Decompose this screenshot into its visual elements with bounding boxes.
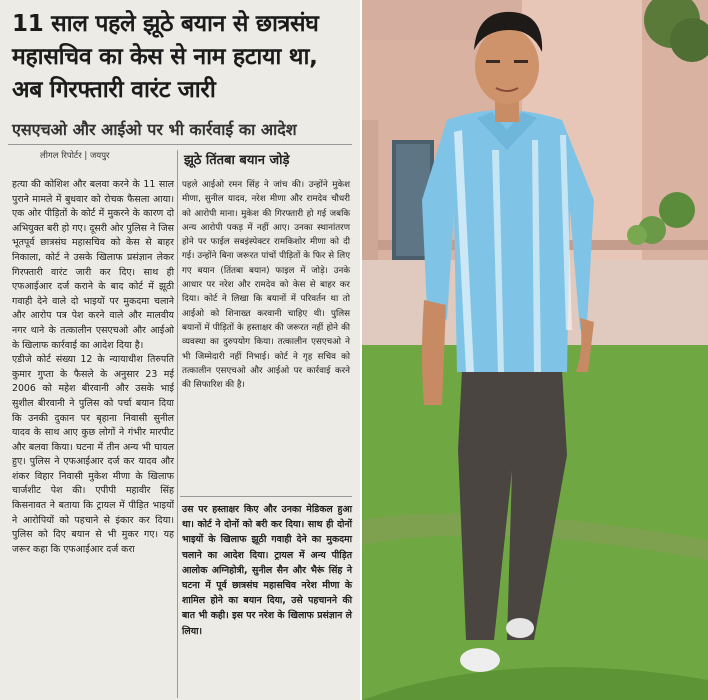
photo-illustration: [362, 0, 708, 700]
column-2-bottom-text: उस पर हस्ताक्षर किए और उनका मेडिकल हुआ था। कोर्ट ने दोनों को बरी कर दिया। साथ ही दोनों भाइयों के खिलाफ झूठी गवाही देने का मुकदमा चलाने का आदेश दिया। ट्रायल में अन्य पीड़ित आलोक अग्निहोत्री, सुनील सैन और भैरूं सिंह ने घटना में पूर्व छात्रसंघ महासचिव नरेश मीणा के शामिल होने का बयान दिया, उसे पहचानने की बात भी कही। इस पर नरेश के खिलाफ प्रसंज्ञान ले लिया।: [182, 504, 352, 637]
divider: [180, 496, 352, 497]
headline: 11 साल पहले झूठे बयान से छात्रसंघ महासचिव का केस से नाम हटाया था, अब गिरफ्तारी वारंट जारी: [12, 11, 319, 103]
byline: लीगल रिपोर्टर | जयपुर: [40, 151, 110, 161]
column-2-top-text: पहले आईओ रमन सिंह ने जांच की। उन्होंने मुकेश मीणा, सुनील यादव, नरेश मीणा और रामदेव चौधरी को आरोपी माना। मुकेश की गिरफ्तारी हो गई जबकि अन्य आरोपी पकड़ में नहीं आए। उनका स्थानांतरण होने पर फाईल सबइंस्पेक्टर रामकिशोर मीणा को दी गई। उन्होंने बिना जरूरत पांचों पीड़ितों के फिर से लिए गए बयान (तिंतबा बयान) फाइल में जोड़े। उनके आधार पर नरेश और रामदेव को केस से बाहर कर दिया। कोर्ट ने लिखा कि बयानों में परिवर्तन था तो आईओ को शिनाख्त करवानी चाहिए थी। पुलिस बयानों में पीड़ितों के हस्ताक्षर की जरूरत नहीं होने की व्यवस्था का दुरुपयोग किया। तत्कालीन एसएचओ ने भी जिम्मेदारी नहीं निभाई। कोर्ट ने गृह सचिव को तत्कालीन एसएचओ और आईओ पर कार्रवाई करने की सिफारिश की है।: [182, 180, 350, 391]
portrait-photo: [362, 0, 708, 700]
subheadline: एसएचओ और आईओ पर भी कार्रवाई का आदेश: [12, 120, 297, 139]
divider: [8, 144, 352, 145]
column-1-text: हत्या की कोशिश और बलवा करने के 11 साल पुराने मामले में बुधवार को रोचक फैसला आया। एक ओर पीड़ितों के कोर्ट में मुकरने के कारण दो अभियुक्त बरी हो गए। दूसरी ओर पुलिस ने जिस भूतपूर्व छात्रसंघ महासचिव को केस से बाहर निकाला, कोर्ट ने उसके खिलाफ प्रसंज्ञान लेकर गिरफ्तारी वारंट जारी कर दिए। साथ ही एफआईआर दर्ज कराने के बाद कोर्ट में झूठी गवाही देने वाले दो भाइयों पर मुकदमा चलाने और आरोप पत्र पेश करने वाले और मालवीय नगर थाने के तत्कालीन एसएचओ और आईओ के खिलाफ कार्रवाई का आदेश दिया है। एडीजे कोर्ट संख्या 12 के न्यायाधीश तिरुपति कुमार गुप्ता के फैसले के अनुसार 23 मई 2006 को महेश बीरवानी और उसके भाई सुशील बीरवानी ने पुलिस को पर्चा बयान दिया कि उनकी दुकान पर बृहाना निवासी सुनील यादव के साथ आए कुछ लोगों ने गंभीर मारपीट और बलवा किया। घटना में तीन अन्य भी घायल हुए। पुलिस ने एफआईआर दर्ज कर यादव और शंकर विहार निवासी मुकेश मीणा के खिलाफ चार्जशीट पेश की। एपीपी महावीर सिंह किसनावत ने बताया कि ट्रायल में पीड़ित भाइयों ने आरोपियों को पहचाने से इंकार कर दिया। पुलिस को दिए बयान से भी मुकर गए। यह जरूर कहा कि एफआईआर दर्ज करा: [12, 179, 174, 555]
column-divider: [177, 150, 178, 698]
kicker: झूठे तिंतबा बयान जोड़े: [184, 153, 290, 168]
